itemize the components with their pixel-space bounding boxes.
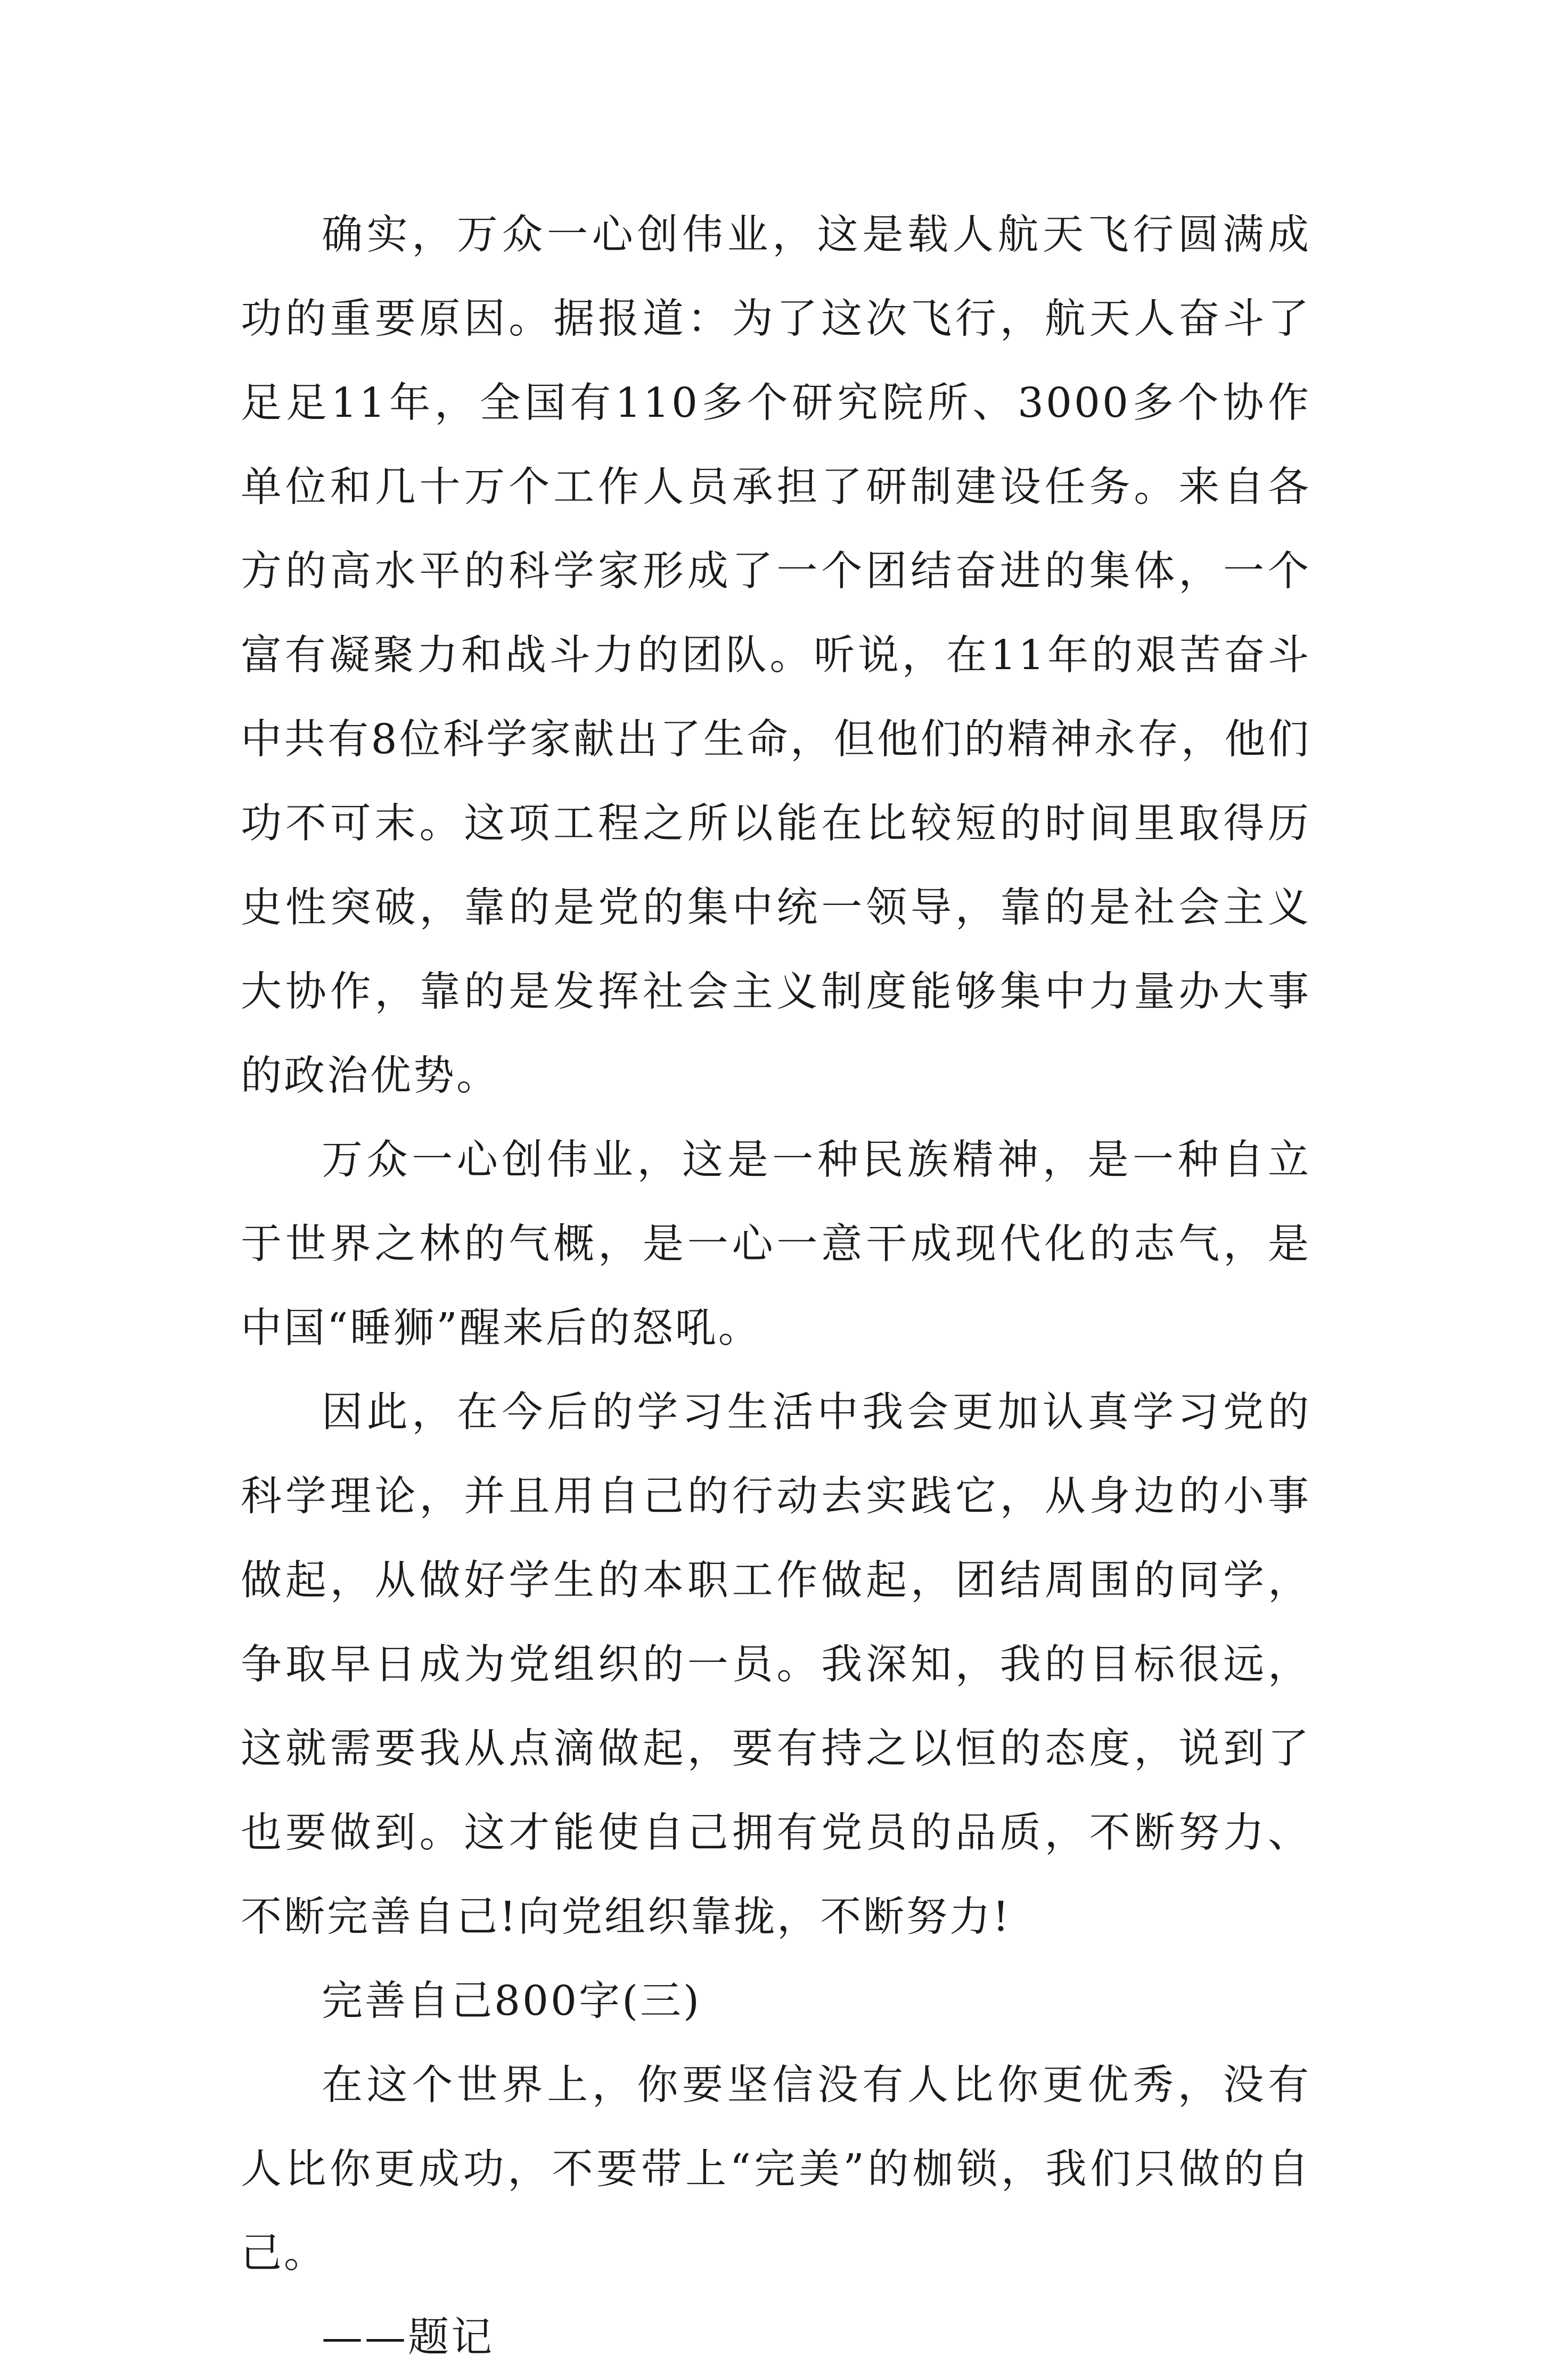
paragraph-epigraph: 在这个世界上，你要坚信没有人比你更优秀，没有人比你更成功，不要带上“完美”的枷锁，我们只做的自己。 xyxy=(241,2062,1311,2277)
epigraph-attribution: ——题记 xyxy=(322,2314,494,2361)
section-heading: 完善自己800字(三) xyxy=(322,1978,702,2025)
document-body xyxy=(241,193,1311,2380)
paragraph-national-spirit: 万众一心创伟业，这是一种民族精神，是一种自立于世界之林的气概，是一心一意干成现代化的志气，是中国“睡狮”醒来后的怒吼。 xyxy=(241,1137,1311,1352)
paragraph-personal-resolution: 因此，在今后的学习生活中我会更加认真学习党的科学理论，并且用自己的行动去实践它，从身边的小事做起，从做好学生的本职工作做起，团结周围的同学，争取早日成为党组织的一员。我深知，我的目标很远，这就需要我从点滴做起，要有持之以恒的态度，说到了也要做到。这才能使自己拥有党员的品质，不断努力、不断完善自己!向党组织靠拢，不断努力! xyxy=(241,1389,1311,1941)
paragraph-success-reasons: 确实，万众一心创伟业，这是载人航天飞行圆满成功的重要原因。据报道：为了这次飞行，航天人奋斗了足足11年，全国有110多个研究院所、3000多个协作单位和几十万个工作人员承担了研制建设任务。来自各方的高水平的科学家形成了一个团结奋进的集体，一个富有凝聚力和战斗力的团队。听说，在11年的艰苦奋斗中共有8位科学家献出了生命，但他们的精神永存，他们功不可末。这项工程之所以能在比较短的时间里取得历史性突破，靠的是党的集中统一领导，靠的是社会主义大协作，靠的是发挥社会主义制度能够集中力量办大事的政治优势。 xyxy=(241,211,1311,1100)
